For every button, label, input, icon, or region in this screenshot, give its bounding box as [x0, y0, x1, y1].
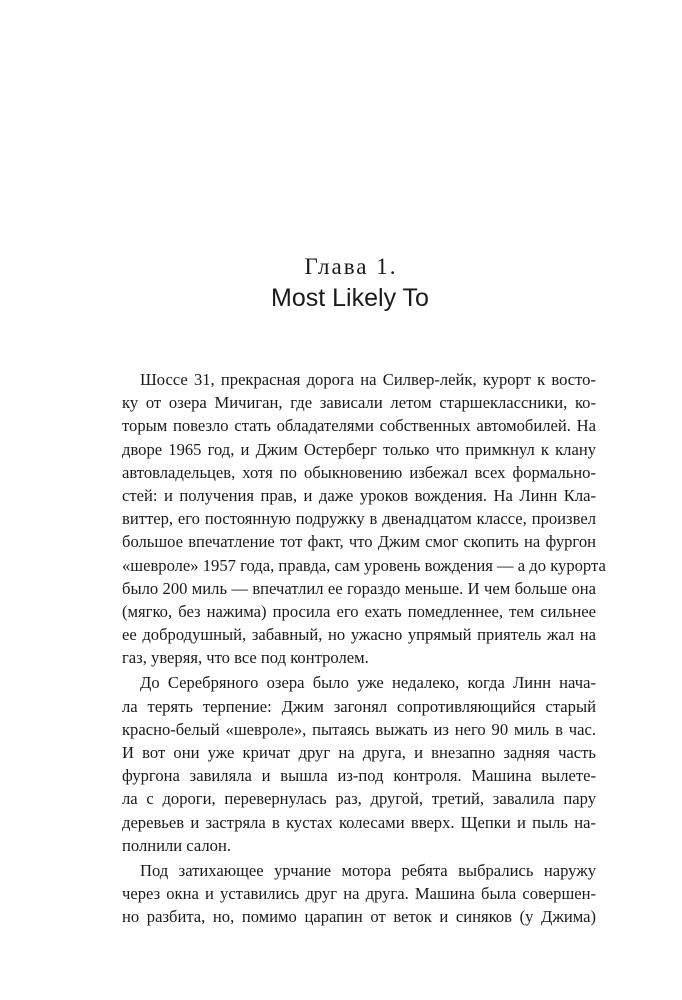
chapter-number: Глава 1.	[304, 254, 398, 279]
text-line: ла с дороги, перевернулась раз, другой, третий, завалила пару	[122, 789, 596, 809]
text-line: полнили салон.	[122, 835, 231, 855]
text-line: большое впечатление тот факт, что Джим смог скопить на фургон	[122, 532, 596, 552]
text-line: но разбита, но, помимо царапин от веток и синяков (у Джима)	[122, 907, 596, 927]
text-line: дворе 1965 год, и Джим Остерберг только что примкнул к клану	[122, 439, 596, 459]
text-line: стей: и получения прав, и даже уроков вождения. На Линн Кла-	[122, 485, 596, 505]
text-line: виттер, его постоянную подружку в двенадцатом классе, произвел	[122, 509, 596, 529]
text-line: «шевроле» 1957 года, правда, сам уровень вождения — а до курорта	[122, 555, 606, 575]
text-line: фургона завиляла и вышла из-под контроля. Машина вылете-	[122, 766, 596, 786]
text-line: торым повезло стать обладателями собственных автомобилей. На	[122, 416, 596, 436]
body-text	[104, 368, 606, 931]
text-line: деревьев и застряла в кустах колесами вверх. Щепки и пыль на-	[122, 812, 596, 832]
text-line: (мягко, без нажима) просила его ехать помедленнее, тем сильнее	[122, 601, 596, 621]
text-line: красно-белый «шевроле», пытаясь выжать из него 90 миль в час.	[122, 719, 596, 739]
paragraph-3	[104, 859, 596, 929]
text-line: ее добродушный, забавный, но ужасно упрямый приятель жал на	[122, 625, 596, 645]
text-line: До Серебряного озера было уже недалеко, когда Линн нача-	[140, 673, 596, 693]
text-line: ку от озера Мичиган, где зависали летом старшеклассники, ко-	[122, 393, 596, 413]
text-line: газ, уверяя, что все под контролем.	[122, 648, 369, 668]
text-line: через окна и уставились друг на друга. Машина была совершен-	[122, 884, 596, 904]
chapter-title: Most Likely To	[271, 284, 429, 312]
text-line: было 200 миль — впечатлил ее гораздо меньше. И чем больше она	[122, 578, 596, 598]
text-line: Под затихающее урчание мотора ребята выбрались наружу	[140, 860, 596, 880]
text-line: И вот они уже кричат друг на друга, и внезапно задняя часть	[122, 743, 596, 762]
paragraph-1	[104, 368, 606, 669]
text-line: ла терять терпение: Джим загонял сопротивляющийся старый	[122, 696, 596, 716]
text-line: Шоссе 31, прекрасная дорога на Силвер-лейк, курорт к восто-	[140, 370, 596, 389]
paragraph-2	[104, 671, 596, 857]
chapter-heading	[0, 252, 682, 314]
text-line: автовладельцев, хотя по обыкновению избежал всех формально-	[122, 462, 596, 482]
